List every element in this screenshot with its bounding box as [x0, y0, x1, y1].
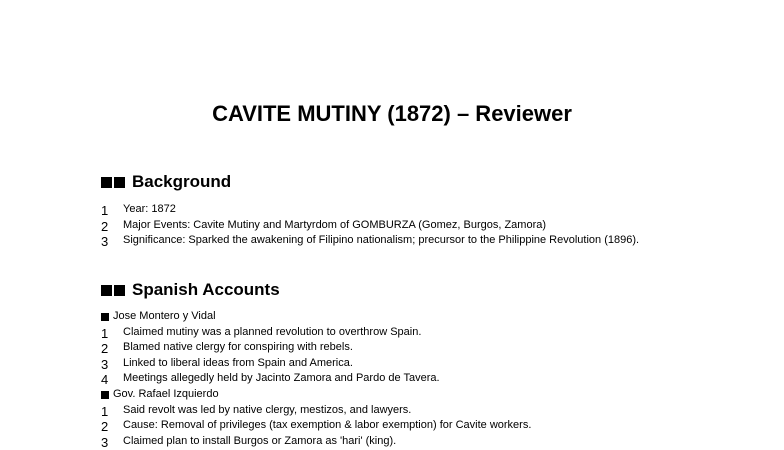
group-label-text: Jose Montero y Vidal: [113, 310, 216, 322]
list-item-text: Meetings allegedly held by Jacinto Zamora and Pardo de Tavera.: [123, 372, 440, 385]
list-item: [101, 371, 701, 387]
list-item: [101, 434, 701, 450]
list-item-text: Said revolt was led by native clergy, mestizos, and lawyers.: [123, 403, 412, 416]
section-heading-text: Spanish Accounts: [132, 280, 280, 299]
list-number: 3: [101, 434, 109, 450]
list-item-text: Year: 1872: [123, 203, 176, 215]
black-square-icon: [101, 285, 112, 296]
group-label-izquierdo: [101, 387, 701, 403]
list-item-text: Blamed native clergy for conspiring with rebels.: [123, 341, 353, 354]
list-item: [101, 218, 701, 234]
list-item: [101, 340, 701, 356]
spanish-accounts-list: [101, 309, 701, 449]
section-heading-text: Background: [132, 172, 232, 191]
list-number: 2: [101, 419, 109, 435]
list-item-text: Significance: Sparked the awakening of Filipino nationalism; precursor to the Philippine Revolution (1896).: [123, 234, 640, 247]
list-number: 4: [101, 372, 109, 388]
section-heading-spanish-accounts: [101, 280, 280, 300]
list-item: [101, 403, 701, 419]
list-item: [101, 418, 701, 434]
list-number: 3: [101, 356, 109, 372]
list-item: [101, 233, 701, 249]
black-square-icon: [114, 285, 125, 296]
list-number: 1: [101, 325, 109, 341]
list-item-text: Major Events: Cavite Mutiny and Martyrdom of GOMBURZA (Gomez, Burgos, Zamora): [123, 218, 547, 231]
list-item: [101, 356, 701, 372]
list-number: 2: [101, 218, 109, 234]
list-item-text: Cause: Removal of privileges (tax exemption & labor exemption) for Cavite workers.: [123, 419, 532, 432]
background-list: [101, 202, 701, 249]
list-item-text: Claimed plan to install Burgos or Zamora as 'hari' (king).: [123, 434, 397, 447]
black-square-icon: [114, 177, 125, 188]
section-heading-background: [101, 172, 231, 192]
list-number: 1: [101, 203, 109, 218]
list-item-text: Claimed mutiny was a planned revolution to overthrow Spain.: [123, 325, 422, 338]
group-label-text: Gov. Rafael Izquierdo: [113, 387, 219, 400]
list-number: 2: [101, 341, 109, 357]
list-item-text: Linked to liberal ideas from Spain and America.: [123, 356, 353, 369]
page-title: CAVITE MUTINY (1872) – Reviewer: [212, 101, 572, 126]
list-number: 3: [101, 234, 109, 250]
group-label-montero: [101, 309, 701, 325]
black-square-icon: [101, 391, 109, 399]
black-square-icon: [101, 177, 112, 188]
list-item: [101, 202, 701, 218]
black-square-icon: [101, 313, 109, 321]
list-number: 1: [101, 403, 109, 419]
list-item: [101, 325, 701, 341]
